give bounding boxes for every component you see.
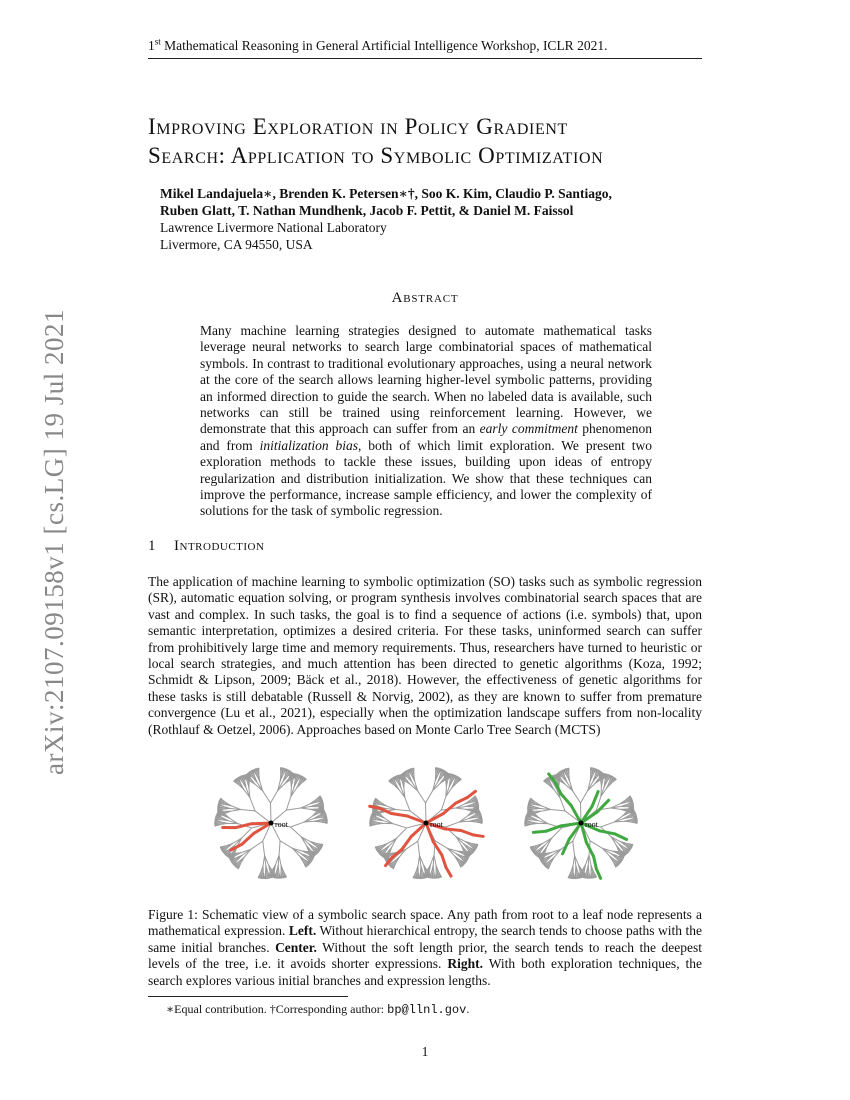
header-rule [148, 58, 702, 59]
arxiv-stamp: arXiv:2107.09158v1 [cs.LG] 19 Jul 2021 [39, 309, 69, 775]
affiliation: Lawrence Livermore National Laboratory [160, 220, 387, 235]
root-label: root [430, 820, 443, 829]
highlighted-path-edge [461, 831, 473, 835]
author-block [160, 185, 680, 253]
email-link[interactable]: bp@llnl.gov [387, 1003, 467, 1017]
tree-edge [251, 841, 263, 849]
section-heading-introduction [148, 538, 702, 555]
highlighted-path-edge [592, 792, 598, 807]
tree-edge [628, 810, 633, 811]
highlighted-path-edge [407, 816, 426, 823]
tree-edge [291, 822, 305, 827]
tree-edge [405, 798, 410, 811]
tree-edge [318, 810, 323, 811]
figure-1-caption: Figure 1: Schematic view of a symbolic search space. Any path from root to a leaf node represents a mathematical expression. Left. Without hierarchical entropy, the search tends to choose paths with the same initial branches. Center. Without the soft length prior, the search tends to reach the deepest levels of the tree, i.e. it avoids shorter expressions. Right. With both exploration techniques, the search explores various initial branches and expression lengths. [148, 907, 703, 988]
tree-edge [263, 791, 271, 803]
highlighted-path-edge [533, 831, 546, 832]
tree-edge [279, 841, 280, 855]
tree-edge [280, 841, 292, 848]
footnote-rule [148, 996, 348, 997]
tree-edge [426, 791, 433, 803]
highlighted-path-edge [571, 806, 581, 823]
tree-edge [441, 796, 446, 810]
tree-edge [396, 809, 410, 810]
tree-edge [434, 873, 435, 878]
highlighted-path-edge [242, 833, 254, 844]
tree-edge [241, 809, 255, 810]
tree-edge [473, 810, 478, 811]
highlighted-path-edge [594, 857, 597, 869]
tree-edge [528, 807, 533, 808]
tree-edge [573, 841, 575, 855]
highlighted-path-edge [563, 839, 570, 854]
root-node [579, 821, 584, 826]
tree-edge [286, 808, 300, 810]
highlighted-path-edge [456, 798, 468, 804]
introduction-paragraph: The application of machine learning to symbolic optimization (SO) tasks such as symbolic regression (SR), automatic equation solving, or program synthesis involves combinatorial search spaces that are vast and complex. In such tasks, the goal is to find a sequence of actions (i.e. symbols) that, upon semantic interpretation, optimizes a desired criteria. For these tasks, uninformed search can suffer from prohibitively large time and memory requirements. Thus, researchers have turned to heuristic or local search strategies, and much attention has been directed to genetic algorithms (Koza, 1992; Schmidt & Lipson, 2009; Bäck et al., 2018). However, the effectiveness of genetic algorithms for these tasks is still debatable (Russell & Norvig, 2002), as they are known to suffer from premature convergence (Lu et al., 2021), especially when the optimization landscape suffers from non-locality (Rothlauf & Oetzel, 2006). Approaches based on Monte Carlo Tree Search (MCTS) [148, 574, 702, 737]
tree-edge [370, 819, 375, 820]
tree-edge [581, 791, 588, 803]
tree-edge [258, 768, 259, 773]
tree-edge [433, 865, 434, 872]
running-header: 1st Mathematical Reasoning in General Artificial Intelligence Workshop, ICLR 2021. [148, 36, 608, 53]
tree-edge [255, 811, 271, 823]
section-number: 1 [148, 538, 156, 554]
tree-edge [568, 768, 569, 773]
highlighted-path-edge [370, 806, 380, 808]
tree-edge [624, 821, 631, 822]
paper-title [148, 112, 708, 170]
root-node [424, 821, 429, 826]
highlighted-path-edge [391, 813, 407, 816]
tree-edge [469, 821, 476, 822]
tree-edge [291, 827, 302, 837]
tree-edge [418, 791, 426, 803]
highlighted-path-edge [251, 823, 271, 824]
abstract-body: Many machine learning strategies designed to automate mathematical tasks leverage neural networks to search large combinatorial spaces of mathematical symbols. In contrast to traditional evolutionary approaches, using a neural network at the core of the search allows learning higher-level symbolic patterns, providing an informed direction to guide the search. When no labeled data is available, such networks can still be trained using reinforcement learning. However, we demonstrate that this approach can suffer from an early commitment phenomenon and from initialization bias, both of which limit exploration. We present two exploration methods to tackle these issues, building upon ideas of entropy regularization and distribution initialization. We show that these techniques can improve the performance, increase sample efficiency, and lower the complexity of solutions for the task of symbolic regression. [200, 323, 652, 519]
highlighted-path-edge [599, 831, 615, 834]
tree-edge [418, 841, 420, 855]
tree-edge [218, 807, 223, 808]
tree-edge [525, 819, 530, 820]
highlighted-path-edge [615, 834, 627, 840]
author-list-line-2: Ruben Glatt, T. Nathan Mundhenk, Jacob F. Pettit, & Daniel M. Faissol [160, 203, 574, 218]
tree-edge [551, 809, 565, 810]
tree-edge [413, 768, 414, 773]
root-node [269, 821, 274, 826]
root-label: root [585, 820, 598, 829]
tree-edge [286, 796, 291, 810]
highlighted-path-edge [446, 867, 451, 876]
tree-edge [314, 821, 321, 822]
title-line-2: Search: Application to Symbolic Optimization [148, 143, 604, 168]
tree-edge [322, 822, 327, 823]
tree-edge [215, 819, 220, 820]
footnote: ∗Equal contribution. †Corresponding author: bp@llnl.gov. [166, 1002, 470, 1017]
tree-edge [577, 873, 578, 878]
abstract-heading: Abstract [391, 290, 459, 306]
tree-edge [588, 865, 589, 872]
tree-edge [632, 822, 637, 823]
tree-edge [589, 873, 590, 878]
tree-edge [279, 873, 280, 878]
tree-edge [278, 865, 279, 872]
tree-edge [263, 841, 265, 855]
highlighted-path-edge [596, 869, 600, 878]
title-line-1: Improving Exploration in Policy Gradient [148, 114, 568, 139]
highlighted-path-edge [473, 835, 483, 837]
tree-edge [446, 822, 460, 827]
tree-edge [271, 791, 278, 803]
tree-edge [590, 841, 602, 848]
tree-edge [601, 822, 615, 827]
tree-edge [267, 873, 268, 878]
page-number: 1 [421, 1044, 429, 1059]
tree-edge [573, 791, 581, 803]
root-label: root [275, 820, 288, 829]
section-title: Introduction [174, 538, 265, 554]
address: Livermore, CA 94550, USA [160, 237, 313, 252]
tree-edge [397, 828, 407, 838]
author-list-line-1: Mikel Landajuela∗, Brenden K. Petersen∗†, Soo K. Kim, Claudio P. Santiago, [160, 186, 612, 201]
tree-edge [422, 873, 423, 878]
highlighted-path-edge [445, 829, 461, 831]
tree-edge [250, 798, 255, 811]
figure-1-search-trees [196, 750, 656, 900]
highlighted-path-edge [402, 837, 411, 850]
highlighted-path-edge [442, 855, 446, 867]
tree-edge [477, 822, 482, 823]
tree-edge [393, 824, 407, 828]
